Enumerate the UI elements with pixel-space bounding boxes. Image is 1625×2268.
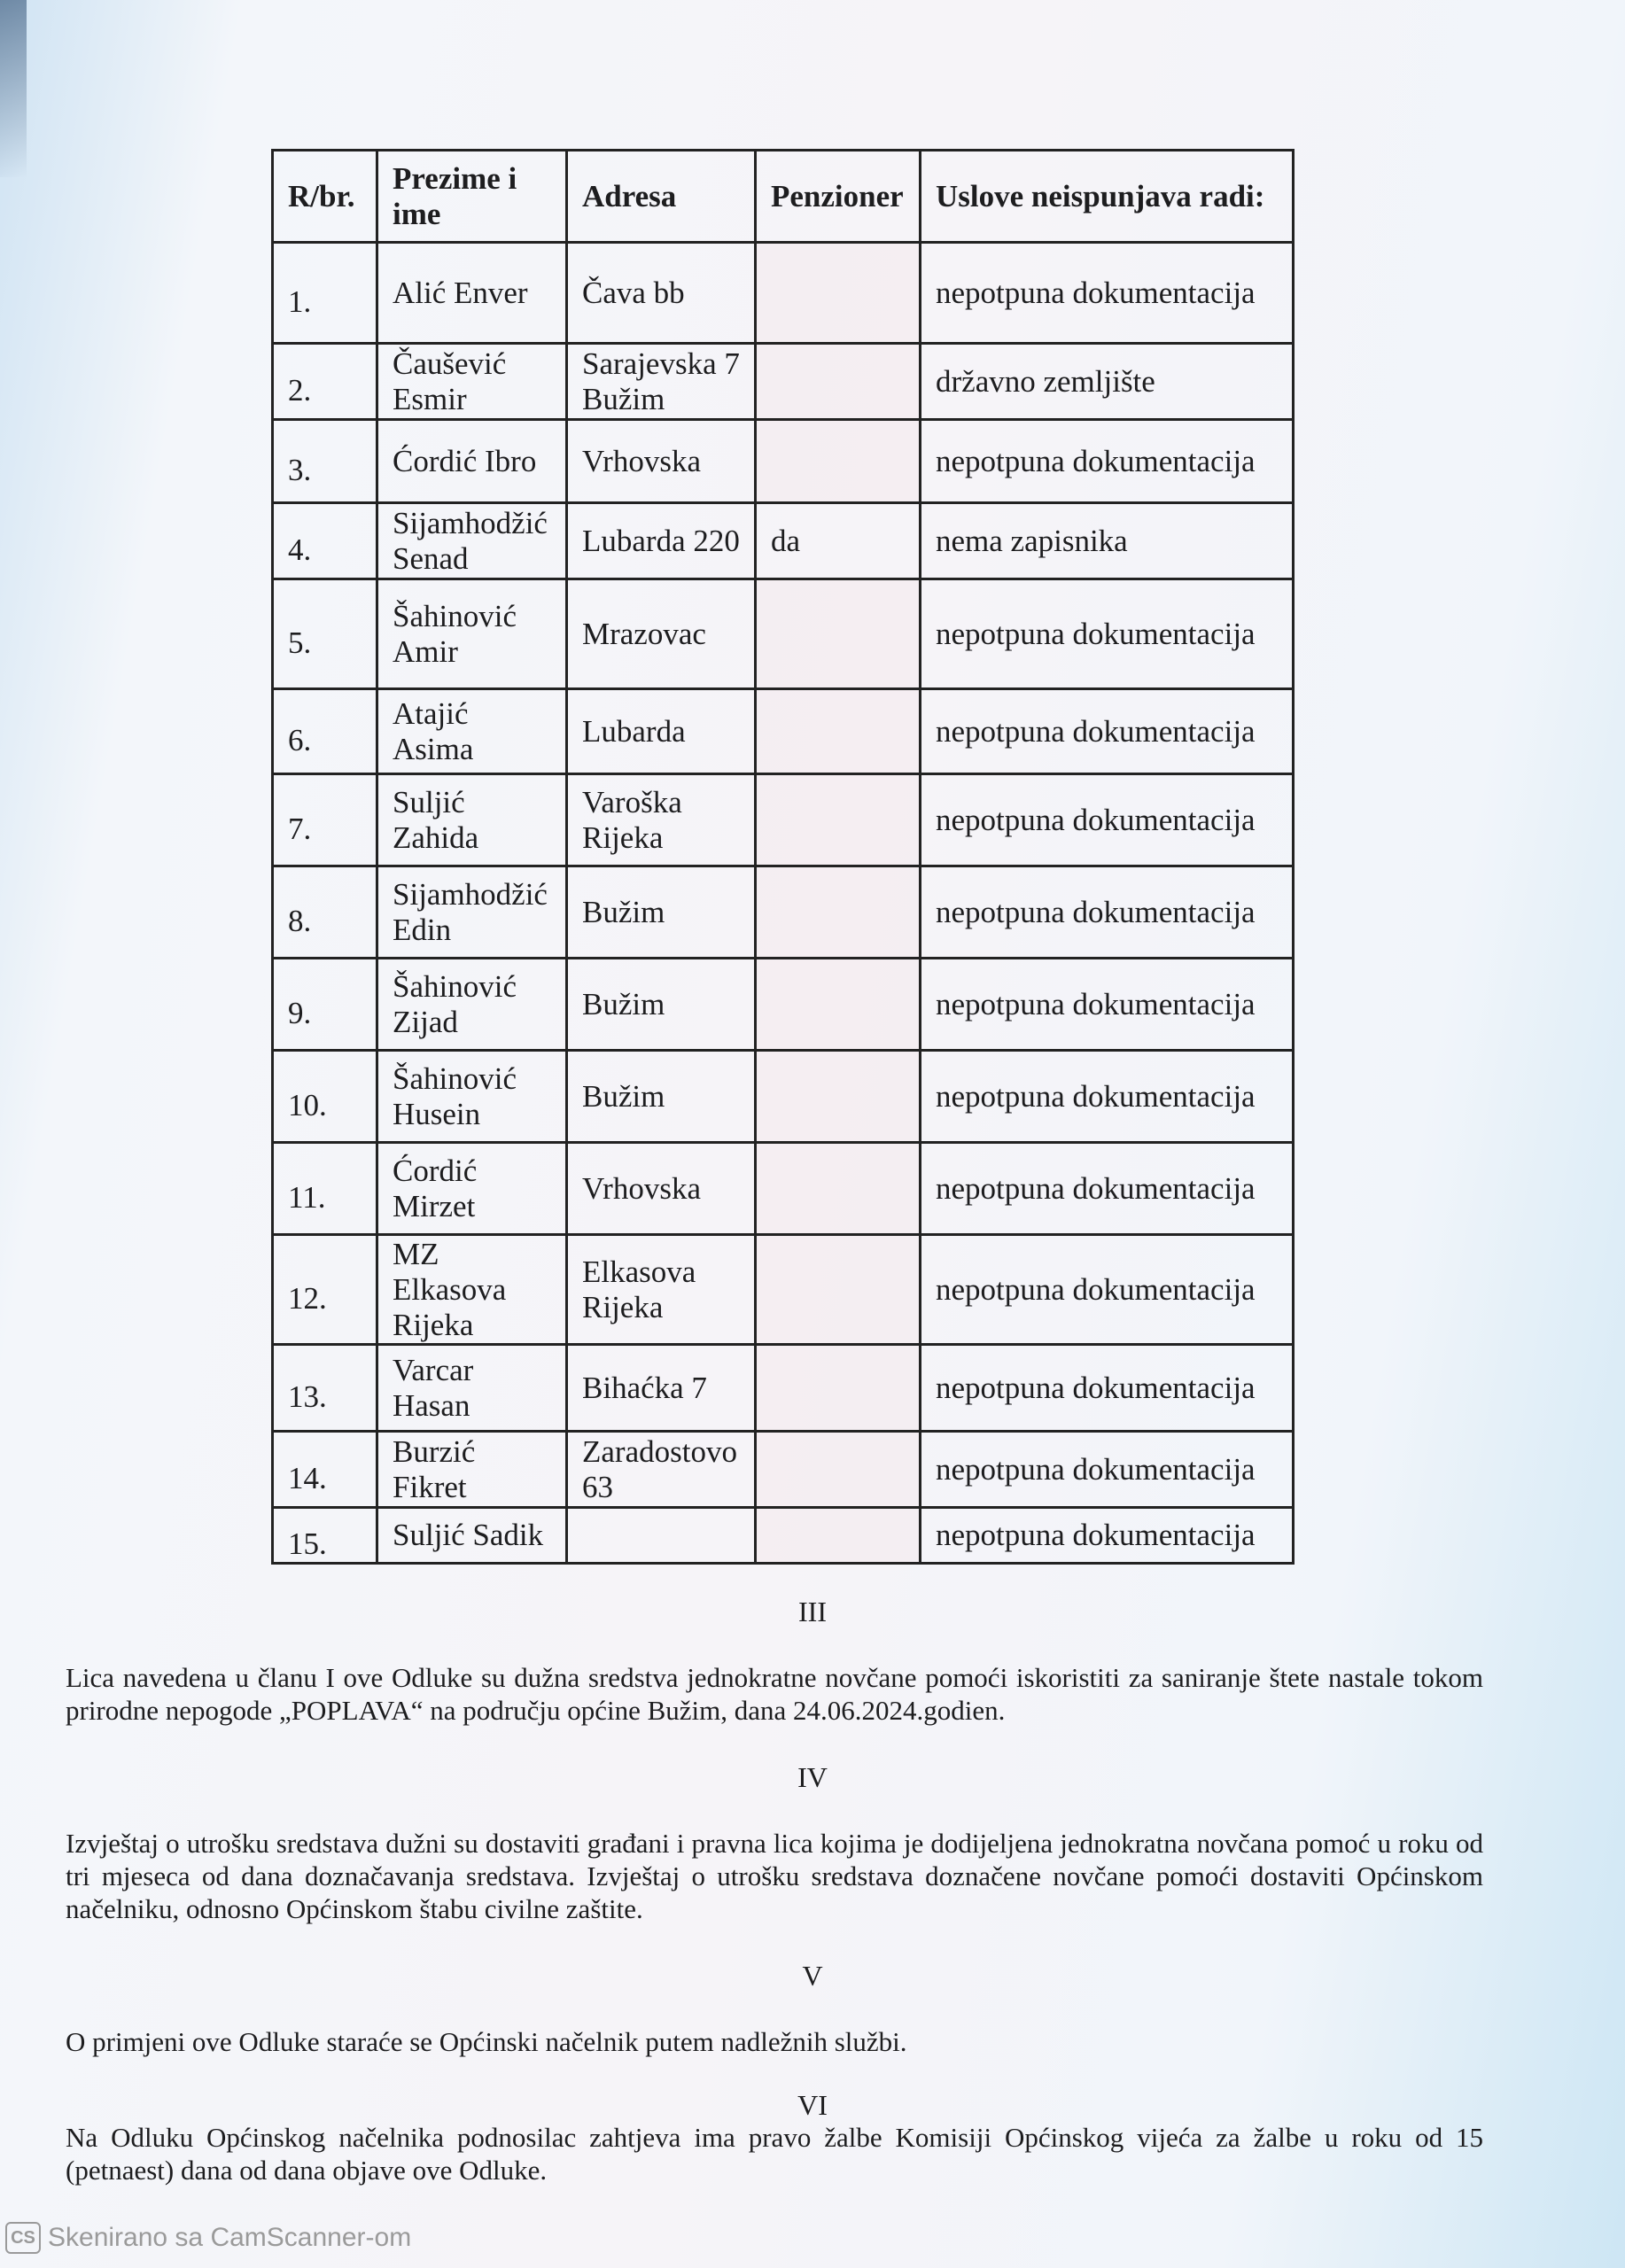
- row-reason: nepotpuna dokumentacija: [921, 1345, 1294, 1432]
- row-address: Elkasova Rijeka: [567, 1235, 756, 1345]
- row-name: Suljić Zahida: [377, 774, 567, 866]
- table-row: [273, 1051, 1294, 1143]
- table-row: [273, 243, 1294, 344]
- rejected-applicants-table: [271, 149, 1295, 1565]
- row-address: Sarajevska 7 Bužim: [567, 344, 756, 420]
- row-address: Vrhovska: [567, 1143, 756, 1235]
- section-iv-text: Izvještaj o utrošku sredstava dužni su dostaviti građani i pravna lica kojima je dodijeljena jednokratna novčana pomoć u roku od tri mjeseca od dana doznačavanja sredstava. Izvještaj o utrošku sredstava doznačene novčane pomoći dostaviti Općinskom načelniku, odnosno Općinskom štabu civilne zaštite.: [66, 1828, 1483, 1924]
- row-reason: nepotpuna dokumentacija: [921, 420, 1294, 503]
- section-number-iii: III: [798, 1596, 827, 1627]
- row-name: Sijamhodžić Edin: [377, 866, 567, 959]
- page-edge-shadow: [0, 0, 27, 177]
- row-name: Alić Enver: [377, 243, 567, 344]
- scanner-watermark-text: Skenirano sa CamScanner-om: [48, 2223, 412, 2252]
- row-pensioner: [756, 420, 921, 503]
- row-pensioner: [756, 1345, 921, 1432]
- section-v-text: O primjeni ove Odluke staraće se Općinski načelnik putem nadležnih službi.: [66, 2026, 907, 2057]
- row-reason: nepotpuna dokumentacija: [921, 959, 1294, 1051]
- row-address: Bužim: [567, 1051, 756, 1143]
- row-reason: nepotpuna dokumentacija: [921, 243, 1294, 344]
- row-number: 9.: [273, 959, 377, 1051]
- header-pensioner: Penzioner: [756, 151, 921, 243]
- row-name: MZ Elkasova Rijeka: [377, 1235, 567, 1345]
- table-header-row: [273, 151, 1294, 243]
- row-reason: nepotpuna dokumentacija: [921, 774, 1294, 866]
- row-pensioner: [756, 689, 921, 774]
- row-pensioner: [756, 344, 921, 420]
- row-address: Vrhovska: [567, 420, 756, 503]
- row-reason: nepotpuna dokumentacija: [921, 1432, 1294, 1508]
- row-name: Ćordić Mirzet: [377, 1143, 567, 1235]
- row-name: Šahinović Husein: [377, 1051, 567, 1143]
- row-name: Burzić Fikret: [377, 1432, 567, 1508]
- table-row: [273, 774, 1294, 866]
- row-address: Varoška Rijeka: [567, 774, 756, 866]
- row-name: Šahinović Amir: [377, 579, 567, 689]
- row-reason: nepotpuna dokumentacija: [921, 689, 1294, 774]
- header-name: Prezime i ime: [377, 151, 567, 243]
- row-reason: nepotpuna dokumentacija: [921, 1051, 1294, 1143]
- header-address: Adresa: [567, 151, 756, 243]
- row-pensioner: [756, 243, 921, 344]
- row-pensioner: [756, 774, 921, 866]
- row-name: Atajić Asima: [377, 689, 567, 774]
- header-number: R/br.: [273, 151, 377, 243]
- row-address: [567, 1508, 756, 1564]
- row-name: Varcar Hasan: [377, 1345, 567, 1432]
- table-row: [273, 1432, 1294, 1508]
- row-name: Šahinović Zijad: [377, 959, 567, 1051]
- row-address: Čava bb: [567, 243, 756, 344]
- row-reason: nepotpuna dokumentacija: [921, 579, 1294, 689]
- section-number-v: V: [802, 1960, 823, 1992]
- row-pensioner: [756, 1235, 921, 1345]
- row-name: Suljić Sadik: [377, 1508, 567, 1564]
- row-reason: nepotpuna dokumentacija: [921, 1143, 1294, 1235]
- table-row: [273, 1235, 1294, 1345]
- row-name: Ćordić Ibro: [377, 420, 567, 503]
- row-number: 3.: [273, 420, 377, 503]
- row-number: 11.: [273, 1143, 377, 1235]
- table-row: [273, 344, 1294, 420]
- row-number: 10.: [273, 1051, 377, 1143]
- row-reason: nepotpuna dokumentacija: [921, 1235, 1294, 1345]
- row-number: 13.: [273, 1345, 377, 1432]
- camscanner-logo-icon: CS: [5, 2222, 41, 2254]
- row-reason: državno zemljište: [921, 344, 1294, 420]
- scanner-watermark: [5, 2222, 411, 2254]
- row-pensioner: [756, 1143, 921, 1235]
- table-row: [273, 420, 1294, 503]
- row-address: Bihaćka 7: [567, 1345, 756, 1432]
- row-pensioner: [756, 1508, 921, 1564]
- row-number: 12.: [273, 1235, 377, 1345]
- table-row: [273, 959, 1294, 1051]
- row-number: 8.: [273, 866, 377, 959]
- section-vi-text: Na Odluku Općinskog načelnika podnosilac zahtjeva ima pravo žalbe Komisiji Općinskog vijeća za žalbe u roku od 15 (petnaest) dana od dana objave ove Odluke.: [66, 2122, 1483, 2186]
- row-pensioner: [756, 1051, 921, 1143]
- header-reason: Uslove neispunjava radi:: [921, 151, 1294, 243]
- row-pensioner: [756, 579, 921, 689]
- row-name: Sijamhodžić Senad: [377, 503, 567, 579]
- row-address: Bužim: [567, 959, 756, 1051]
- row-reason: nepotpuna dokumentacija: [921, 1508, 1294, 1564]
- row-number: 5.: [273, 579, 377, 689]
- row-number: 1.: [273, 243, 377, 344]
- section-number-iv: IV: [797, 1761, 828, 1793]
- row-pensioner: [756, 1432, 921, 1508]
- section-iii-text: Lica navedena u članu I ove Odluke su dužna sredstva jednokratne novčane pomoći iskoristiti za saniranje štete nastale tokom prirodne nepogode „POPLAVA“ na području općine Bužim, dana 24.06.2024.godien.: [66, 1662, 1483, 1726]
- row-address: Bužim: [567, 866, 756, 959]
- row-number: 2.: [273, 344, 377, 420]
- table-row: [273, 1345, 1294, 1432]
- row-name: Čaušević Esmir: [377, 344, 567, 420]
- row-number: 7.: [273, 774, 377, 866]
- row-address: Lubarda: [567, 689, 756, 774]
- row-number: 15.: [273, 1508, 377, 1564]
- section-number-vi: VI: [797, 2089, 828, 2121]
- row-pensioner: da: [756, 503, 921, 579]
- table-row: [273, 1143, 1294, 1235]
- row-number: 14.: [273, 1432, 377, 1508]
- row-address: Lubarda 220: [567, 503, 756, 579]
- row-address: Zaradostovo 63: [567, 1432, 756, 1508]
- table-row: [273, 1508, 1294, 1564]
- row-address: Mrazovac: [567, 579, 756, 689]
- row-number: 6.: [273, 689, 377, 774]
- table-row: [273, 866, 1294, 959]
- table-row: [273, 579, 1294, 689]
- table-body: [273, 243, 1294, 1564]
- row-reason: nema zapisnika: [921, 503, 1294, 579]
- table-row: [273, 689, 1294, 774]
- row-pensioner: [756, 866, 921, 959]
- table-row: [273, 503, 1294, 579]
- row-pensioner: [756, 959, 921, 1051]
- row-number: 4.: [273, 503, 377, 579]
- row-reason: nepotpuna dokumentacija: [921, 866, 1294, 959]
